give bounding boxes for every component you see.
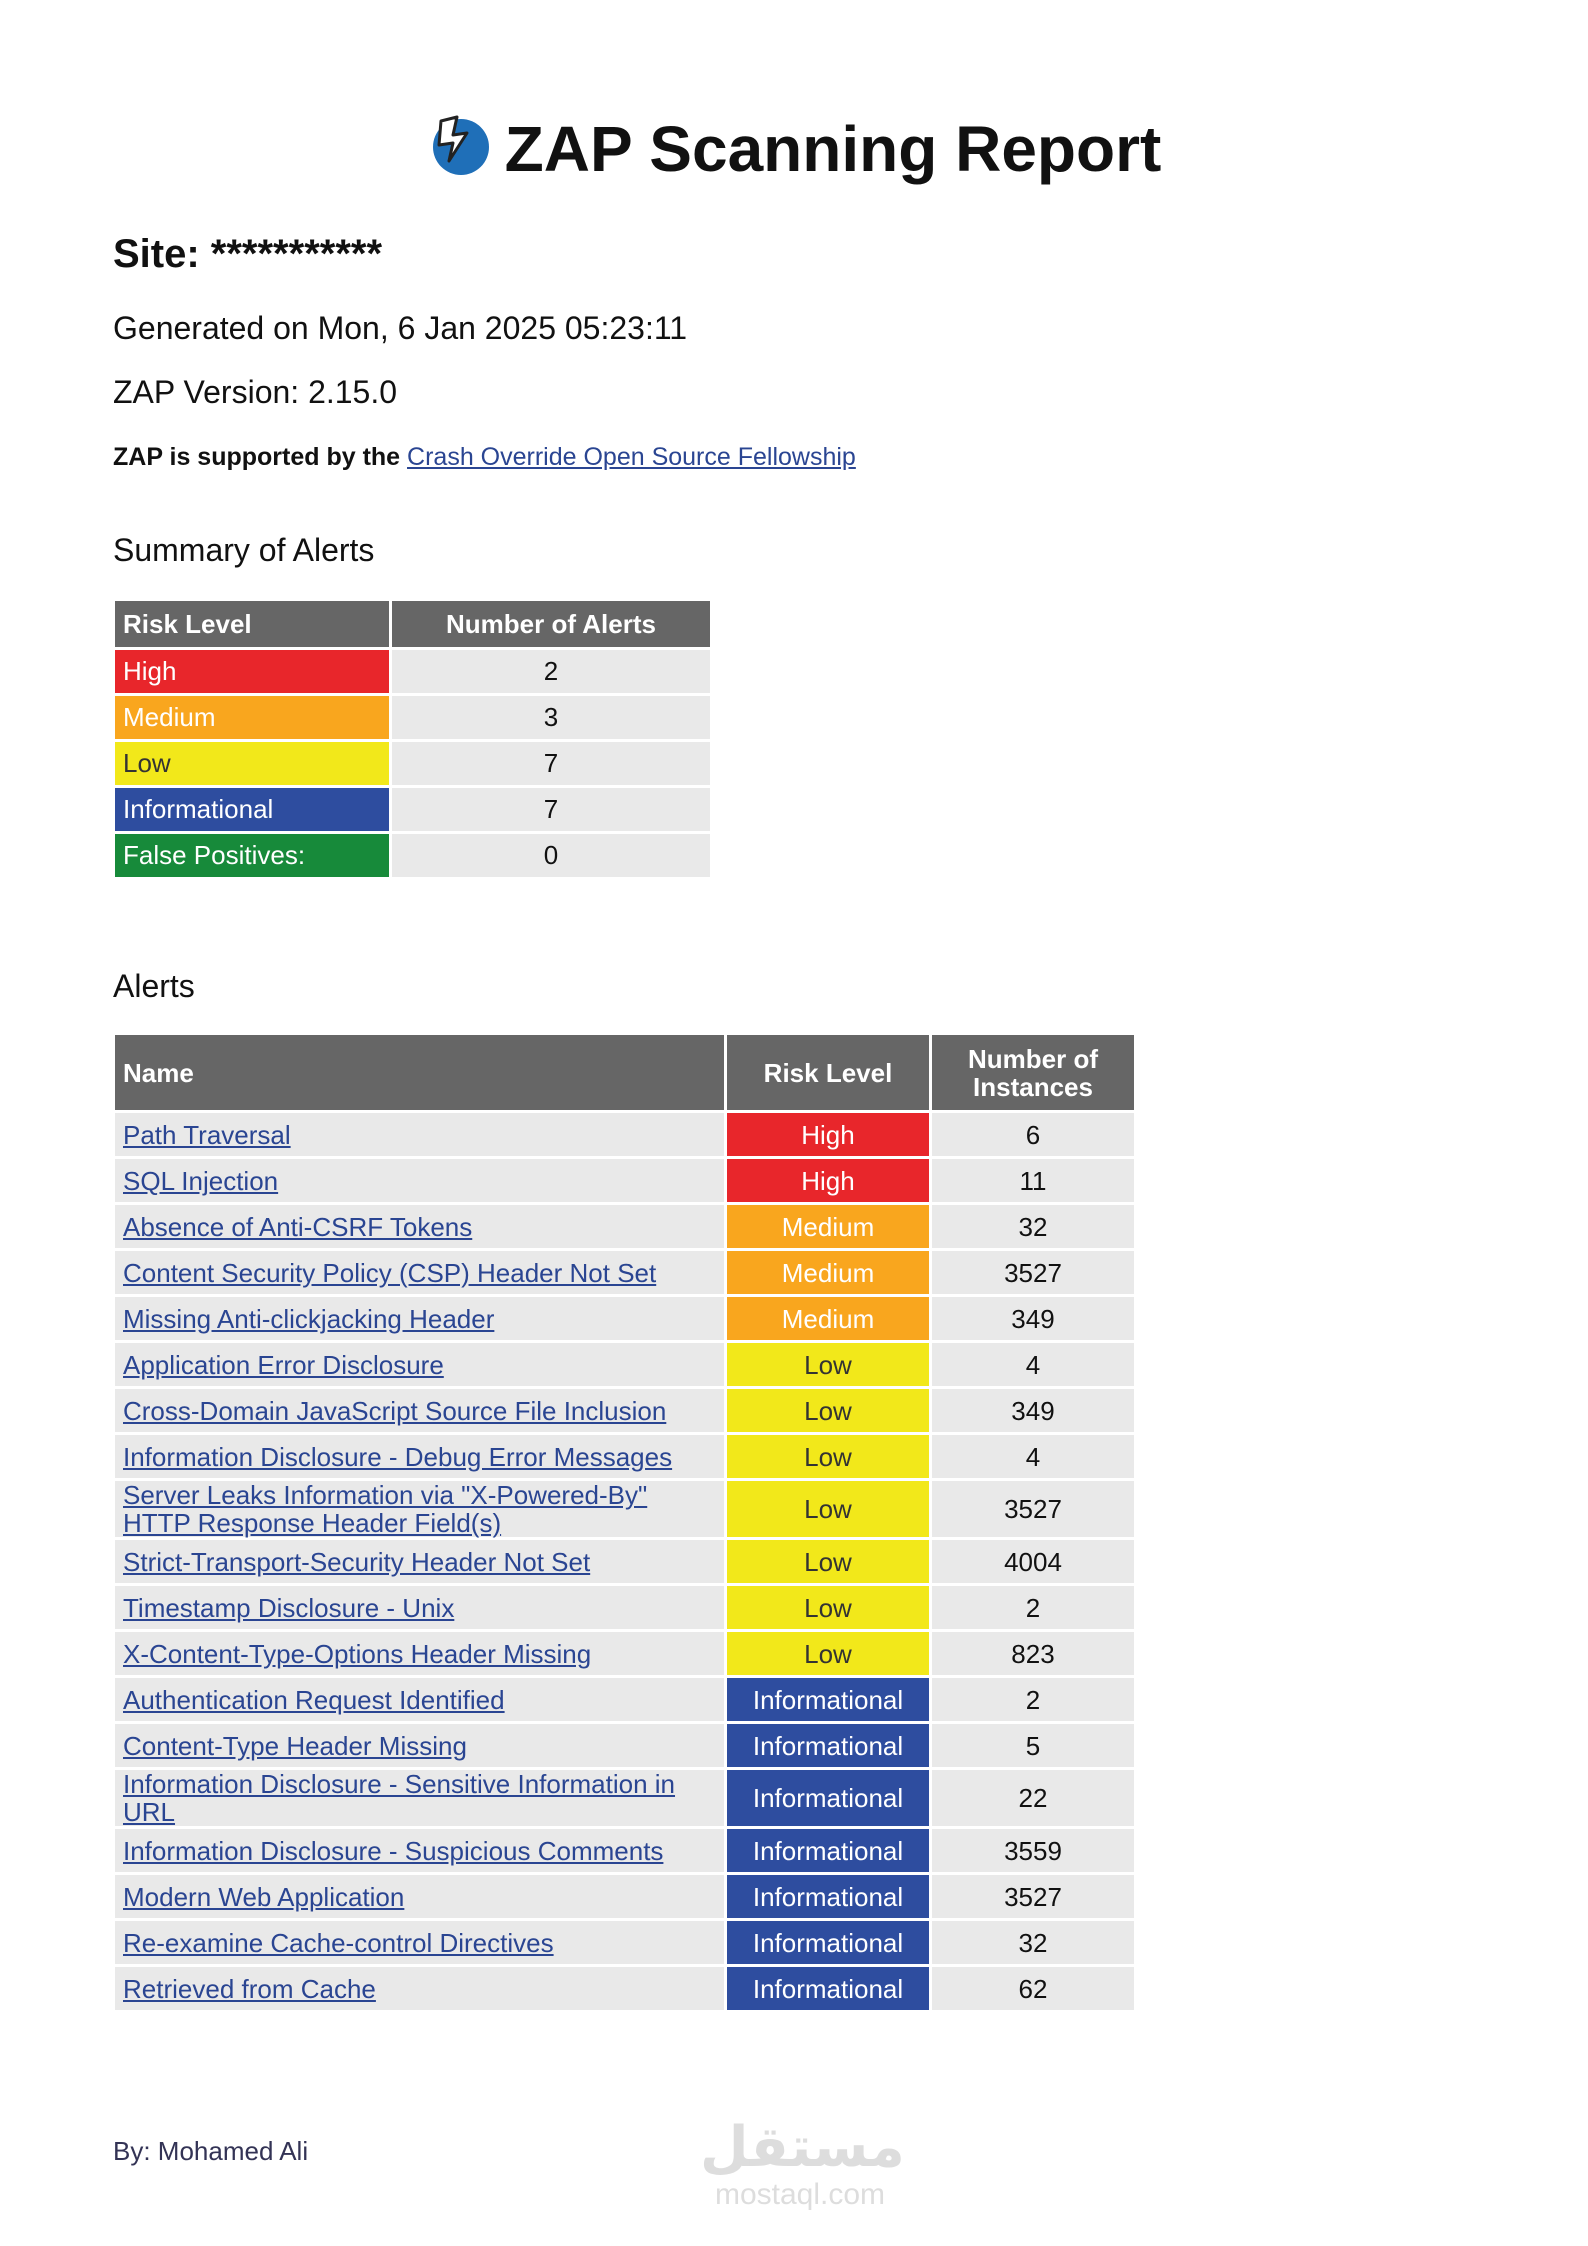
alert-row <box>115 1967 1134 2010</box>
alert-link[interactable]: Absence of Anti-CSRF Tokens <box>123 1211 473 1242</box>
alerts-table <box>112 1032 1137 2013</box>
alert-link[interactable]: Path Traversal <box>123 1119 291 1150</box>
instances-cell: 3527 <box>932 1481 1134 1537</box>
alert-link[interactable]: Cross-Domain JavaScript Source File Inclusion <box>123 1395 667 1426</box>
alert-row <box>115 1481 1134 1537</box>
fellowship-link[interactable]: Crash Override Open Source Fellowship <box>407 443 856 471</box>
alert-link[interactable]: Authentication Request Identified <box>123 1684 505 1715</box>
alert-row <box>115 1586 1134 1629</box>
summary-row <box>115 650 710 693</box>
alert-name-cell <box>115 1770 724 1826</box>
alert-row <box>115 1435 1134 1478</box>
risk-badge: Informational <box>727 1678 929 1721</box>
risk-level-cell: False Positives: <box>115 834 389 877</box>
alert-link[interactable]: Retrieved from Cache <box>123 1973 376 2004</box>
instances-cell: 11 <box>932 1159 1134 1202</box>
watermark <box>700 2115 905 2212</box>
instances-cell: 349 <box>932 1389 1134 1432</box>
instances-cell: 62 <box>932 1967 1134 2010</box>
author-credit: By: Mohamed Ali <box>113 2136 309 2166</box>
risk-badge: Informational <box>727 1875 929 1918</box>
risk-badge: Low <box>727 1343 929 1386</box>
alert-link[interactable]: SQL Injection <box>123 1165 279 1196</box>
col-name: Name <box>115 1035 724 1110</box>
risk-badge: Low <box>727 1540 929 1583</box>
risk-level-cell: Informational <box>115 788 389 831</box>
risk-badge: High <box>727 1159 929 1202</box>
risk-badge: High <box>727 1113 929 1156</box>
alert-row <box>115 1251 1134 1294</box>
risk-badge: Informational <box>727 1967 929 2010</box>
alert-count-cell: 7 <box>392 742 710 785</box>
alert-row <box>115 1159 1134 1202</box>
alert-row <box>115 1875 1134 1918</box>
alert-row <box>115 1829 1134 1872</box>
alert-link[interactable]: Application Error Disclosure <box>123 1349 444 1380</box>
zap-version: ZAP Version: 2.15.0 <box>113 374 398 410</box>
alert-link[interactable]: Information Disclosure - Sensitive Information in URL <box>123 1769 676 1827</box>
alert-name-cell <box>115 1921 724 1964</box>
risk-badge: Low <box>727 1481 929 1537</box>
instances-cell: 32 <box>932 1205 1134 1248</box>
alert-name-cell <box>115 1297 724 1340</box>
alert-name-cell <box>115 1829 724 1872</box>
col-risk-level: Risk Level <box>115 601 389 647</box>
alert-row <box>115 1540 1134 1583</box>
report-title <box>0 112 1588 186</box>
risk-level-cell: High <box>115 650 389 693</box>
alert-count-cell: 7 <box>392 788 710 831</box>
alerts-heading: Alerts <box>113 968 195 1004</box>
instances-cell: 2 <box>932 1586 1134 1629</box>
instances-cell: 6 <box>932 1113 1134 1156</box>
risk-badge: Informational <box>727 1921 929 1964</box>
risk-badge: Informational <box>727 1829 929 1872</box>
alert-name-cell <box>115 1159 724 1202</box>
summary-table <box>112 598 713 880</box>
alert-name-cell <box>115 1343 724 1386</box>
alert-count-cell: 2 <box>392 650 710 693</box>
risk-badge: Medium <box>727 1251 929 1294</box>
risk-badge: Informational <box>727 1724 929 1767</box>
support-line <box>113 443 856 472</box>
risk-badge: Medium <box>727 1297 929 1340</box>
instances-cell: 2 <box>932 1678 1134 1721</box>
summary-row <box>115 696 710 739</box>
col-instances: Number of Instances <box>932 1035 1134 1110</box>
site-label: Site: *********** <box>113 232 383 276</box>
alert-name-cell <box>115 1540 724 1583</box>
alert-name-cell <box>115 1967 724 2010</box>
generated-date: Generated on Mon, 6 Jan 2025 05:23:11 <box>113 310 688 346</box>
alert-row <box>115 1389 1134 1432</box>
alert-row <box>115 1632 1134 1675</box>
risk-badge: Medium <box>727 1205 929 1248</box>
risk-badge: Low <box>727 1632 929 1675</box>
risk-level-cell: Low <box>115 742 389 785</box>
summary-row <box>115 834 710 877</box>
alert-row <box>115 1770 1134 1826</box>
alert-row <box>115 1205 1134 1248</box>
title-text: ZAP Scanning Report <box>504 113 1162 185</box>
risk-badge: Informational <box>727 1770 929 1826</box>
col-number-of-alerts: Number of Alerts <box>392 601 710 647</box>
alert-count-cell: 0 <box>392 834 710 877</box>
alert-link[interactable]: Server Leaks Information via "X-Powered-By" HTTP Response Header Field(s) <box>123 1480 648 1538</box>
summary-heading: Summary of Alerts <box>113 532 375 568</box>
col-risk-level: Risk Level <box>727 1035 929 1110</box>
alert-name-cell <box>115 1113 724 1156</box>
instances-cell: 32 <box>932 1921 1134 1964</box>
alert-link[interactable]: Modern Web Application <box>123 1881 405 1912</box>
alert-link[interactable]: Information Disclosure - Debug Error Messages <box>123 1441 673 1472</box>
instances-cell: 3527 <box>932 1251 1134 1294</box>
instances-cell: 3527 <box>932 1875 1134 1918</box>
alert-count-cell: 3 <box>392 696 710 739</box>
risk-level-cell: Medium <box>115 696 389 739</box>
alert-name-cell <box>115 1875 724 1918</box>
alert-link[interactable]: Re-examine Cache-control Directives <box>123 1927 554 1958</box>
alert-link[interactable]: Content Security Policy (CSP) Header Not Set <box>123 1257 657 1288</box>
summary-row <box>115 788 710 831</box>
alert-name-cell <box>115 1724 724 1767</box>
watermark-url: mostaql.com <box>714 2178 886 2211</box>
instances-cell: 5 <box>932 1724 1134 1767</box>
alert-name-cell <box>115 1481 724 1537</box>
alert-row <box>115 1724 1134 1767</box>
support-prefix: ZAP is supported by the <box>113 443 408 471</box>
instances-cell: 823 <box>932 1632 1134 1675</box>
risk-badge: Low <box>727 1435 929 1478</box>
alert-link[interactable]: Missing Anti-clickjacking Header <box>123 1303 495 1334</box>
alert-row <box>115 1297 1134 1340</box>
instances-cell: 349 <box>932 1297 1134 1340</box>
instances-cell: 4 <box>932 1343 1134 1386</box>
alert-link[interactable]: Content-Type Header Missing <box>123 1730 467 1761</box>
zap-logo-icon <box>427 113 491 177</box>
alert-name-cell <box>115 1632 724 1675</box>
alert-link[interactable]: Timestamp Disclosure - Unix <box>123 1592 455 1623</box>
alert-link[interactable]: Information Disclosure - Suspicious Comments <box>123 1835 664 1866</box>
alert-link[interactable]: X-Content-Type-Options Header Missing <box>123 1638 592 1669</box>
alert-row <box>115 1343 1134 1386</box>
instances-cell: 3559 <box>932 1829 1134 1872</box>
alert-link[interactable]: Strict-Transport-Security Header Not Set <box>123 1546 591 1577</box>
summary-row <box>115 742 710 785</box>
alert-name-cell <box>115 1251 724 1294</box>
risk-badge: Low <box>727 1586 929 1629</box>
alert-row <box>115 1921 1134 1964</box>
alert-row <box>115 1678 1134 1721</box>
instances-cell: 4004 <box>932 1540 1134 1583</box>
alert-name-cell <box>115 1205 724 1248</box>
watermark-arabic: مستقل <box>700 2115 905 2180</box>
alert-name-cell <box>115 1435 724 1478</box>
risk-badge: Low <box>727 1389 929 1432</box>
alert-name-cell <box>115 1389 724 1432</box>
alert-name-cell <box>115 1586 724 1629</box>
alert-row <box>115 1113 1134 1156</box>
alert-name-cell <box>115 1678 724 1721</box>
instances-cell: 22 <box>932 1770 1134 1826</box>
instances-cell: 4 <box>932 1435 1134 1478</box>
